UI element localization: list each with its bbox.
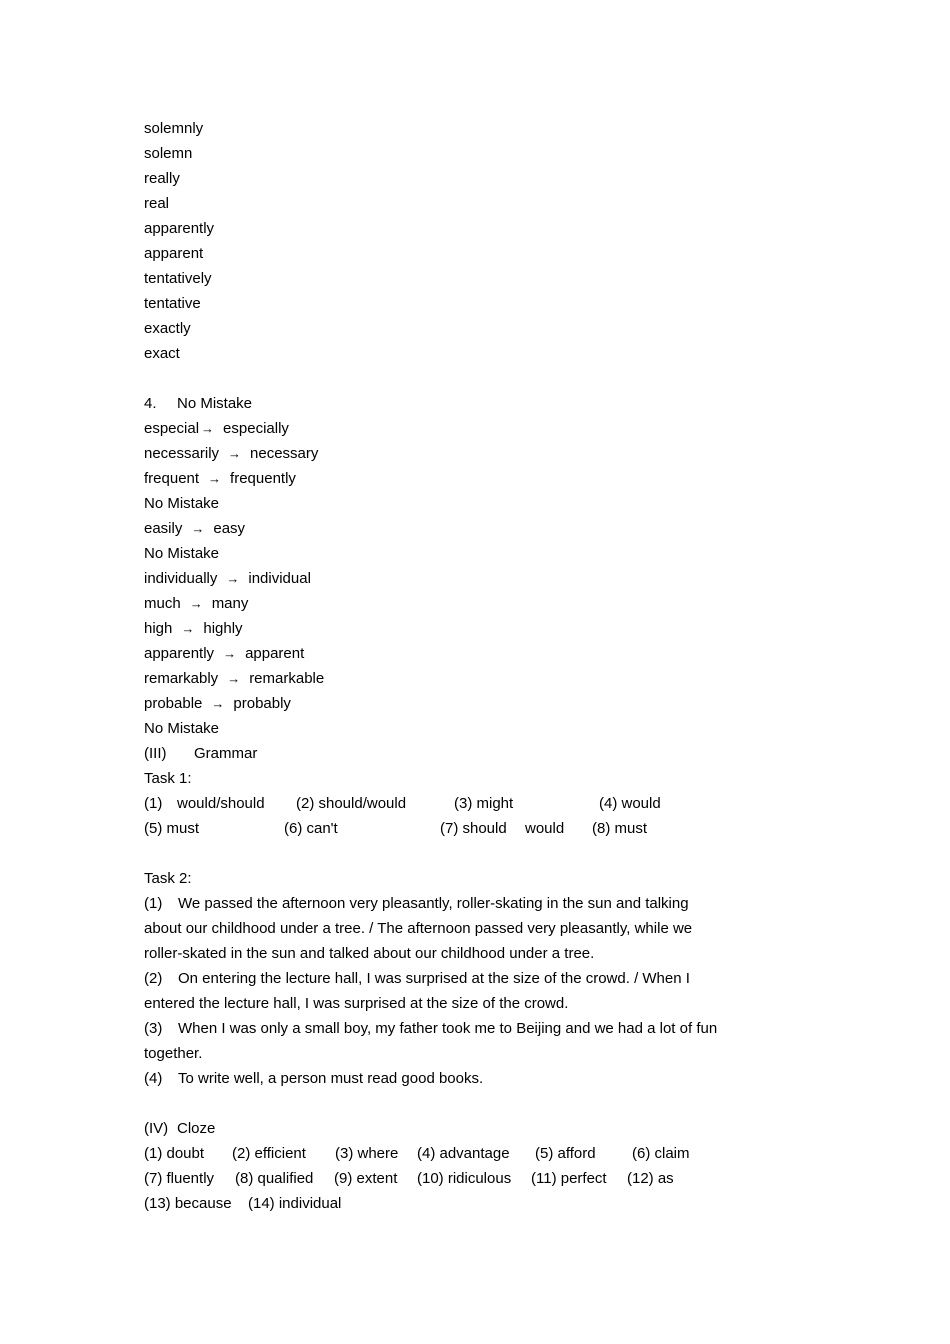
correction-row: [144, 466, 724, 491]
correction-row: [144, 416, 724, 441]
correction-from: easily: [144, 519, 183, 537]
cloze-answers-row: [144, 1141, 724, 1166]
answer: (13) because: [144, 1194, 232, 1212]
answer: (3) might: [454, 794, 514, 812]
word-list-item: exact: [144, 345, 180, 362]
right-arrow-icon: →: [226, 570, 240, 586]
spacer: [144, 841, 724, 866]
word-list-item: exactly: [144, 320, 191, 337]
answer: (5) afford: [535, 1144, 596, 1162]
answer-key-content: [144, 116, 724, 1216]
correction-to: individual: [248, 569, 311, 587]
correction-row: [144, 441, 724, 466]
right-arrow-icon: →: [223, 645, 237, 661]
section-number: (IV): [144, 1119, 169, 1137]
right-arrow-icon: →: [191, 520, 205, 536]
answer: (7) fluently: [144, 1169, 215, 1187]
answer-first-line: To write well, a person must read good books.: [178, 1069, 484, 1087]
word-list-item: tentative: [144, 295, 201, 312]
correction-to: many: [211, 594, 249, 612]
cloze-heading: [144, 1116, 724, 1141]
correction-to: frequently: [230, 469, 296, 487]
correction-to: apparent: [245, 644, 305, 662]
answer: (6) claim: [632, 1144, 690, 1162]
correction-from: high: [144, 619, 173, 637]
correction-to: remarkable: [249, 669, 325, 687]
task-2-answer: [144, 1066, 724, 1091]
answer: would/should: [177, 794, 265, 812]
answer-number: (2): [144, 969, 163, 987]
correction-from: frequent: [144, 469, 200, 487]
correction-to: highly: [203, 619, 243, 637]
correction-from: remarkably: [144, 669, 219, 687]
task-1-answers-row: [144, 791, 724, 816]
task-1-answers-row: [144, 816, 724, 841]
answer-continuation: fun together.: [144, 1019, 718, 1062]
word-list-item: real: [144, 195, 170, 212]
no-mistake-row: No Mistake: [144, 719, 220, 737]
word-list-item: apparent: [144, 245, 204, 262]
right-arrow-icon: →: [227, 670, 241, 686]
answer: (9) extent: [334, 1169, 398, 1187]
no-mistake-row: No Mistake: [144, 544, 220, 562]
section-title: Cloze: [177, 1119, 216, 1137]
section-number: (III): [144, 744, 167, 762]
section-title: No Mistake: [177, 394, 253, 412]
word-list-item: solemnly: [144, 120, 204, 137]
correction-from: necessarily: [144, 444, 220, 462]
answer: (12) as: [627, 1169, 674, 1187]
answer: (5) must: [144, 819, 200, 837]
right-arrow-icon: →: [208, 470, 222, 486]
correction-to: probably: [233, 694, 291, 712]
correction-to: easy: [213, 519, 246, 537]
correction-row: [144, 566, 724, 591]
answer: (8) must: [592, 819, 648, 837]
word-list-item: solemn: [144, 145, 193, 162]
answer: (3) where: [335, 1144, 399, 1162]
section-number: 4.: [144, 394, 157, 412]
correction-to: necessary: [250, 444, 319, 462]
correction-row: [144, 641, 724, 666]
cloze-answers-row: [144, 1191, 724, 1216]
answer: (6) can't: [284, 819, 338, 837]
correction-row: [144, 616, 724, 641]
correction-from: individually: [144, 569, 218, 587]
answer-first-line: We passed the afternoon very pleasantly, roller-skating in the sun and talking: [178, 894, 689, 912]
grammar-heading: [144, 741, 724, 766]
right-arrow-icon: →: [201, 420, 215, 436]
word-list-item: tentatively: [144, 270, 212, 287]
word-list-item: really: [144, 170, 180, 187]
answer-first-line: When I was only a small boy, my father took me to Beijing and we had a lot of: [178, 1019, 693, 1037]
answer-number: (1): [144, 894, 163, 912]
answer: (2) should/would: [296, 794, 407, 812]
word-list-item: apparently: [144, 220, 215, 237]
no-mistake-row: No Mistake: [144, 494, 220, 512]
answer-continuation: entered the lecture hall, I was surprised at the size of the crowd.: [144, 994, 569, 1012]
spacer: [144, 1091, 724, 1116]
correction-from: much: [144, 594, 181, 612]
task-2-answer: [144, 1016, 724, 1066]
correction-from: especial: [144, 419, 200, 437]
answer: (4) advantage: [417, 1144, 510, 1162]
right-arrow-icon: →: [181, 620, 195, 636]
task-2-answer: [144, 966, 724, 1016]
right-arrow-icon: →: [189, 595, 203, 611]
answer-first-line: On entering the lecture hall, I was surprised at the size of the crowd. / When I: [178, 969, 690, 987]
answer: (1) doubt: [144, 1144, 205, 1162]
correction-from: probable: [144, 694, 203, 712]
answer: (2) efficient: [232, 1144, 306, 1162]
answer-number: (1): [144, 794, 163, 812]
section-4-heading: [144, 391, 724, 416]
task-2-answer: [144, 891, 724, 966]
correction-row: [144, 666, 724, 691]
answer: (14) individual: [248, 1194, 342, 1212]
answer: (4) would: [599, 794, 661, 812]
answer: would: [525, 819, 565, 837]
answer-number: (4): [144, 1069, 163, 1087]
right-arrow-icon: →: [228, 445, 242, 461]
correction-row: [144, 591, 724, 616]
answer: (10) ridiculous: [417, 1169, 512, 1187]
correction-row: [144, 691, 724, 716]
answer: (8) qualified: [235, 1169, 314, 1187]
right-arrow-icon: →: [211, 695, 225, 711]
correction-from: apparently: [144, 644, 215, 662]
cloze-answers-row: [144, 1166, 724, 1191]
correction-row: [144, 516, 724, 541]
answer-continuation: about our childhood under a tree. / The afternoon passed very pleasantly, while we roller-skated in the sun and talked about our childhood under a tree.: [144, 919, 693, 962]
task-2-label: Task 2:: [144, 869, 192, 887]
answer: (11) perfect: [531, 1169, 607, 1187]
section-title: Grammar: [194, 744, 258, 762]
correction-to: especially: [223, 419, 289, 437]
task-1-label: Task 1:: [144, 769, 192, 787]
answer: (7) should: [440, 819, 507, 837]
spacer: [144, 366, 724, 391]
answer-number: (3): [144, 1019, 163, 1037]
